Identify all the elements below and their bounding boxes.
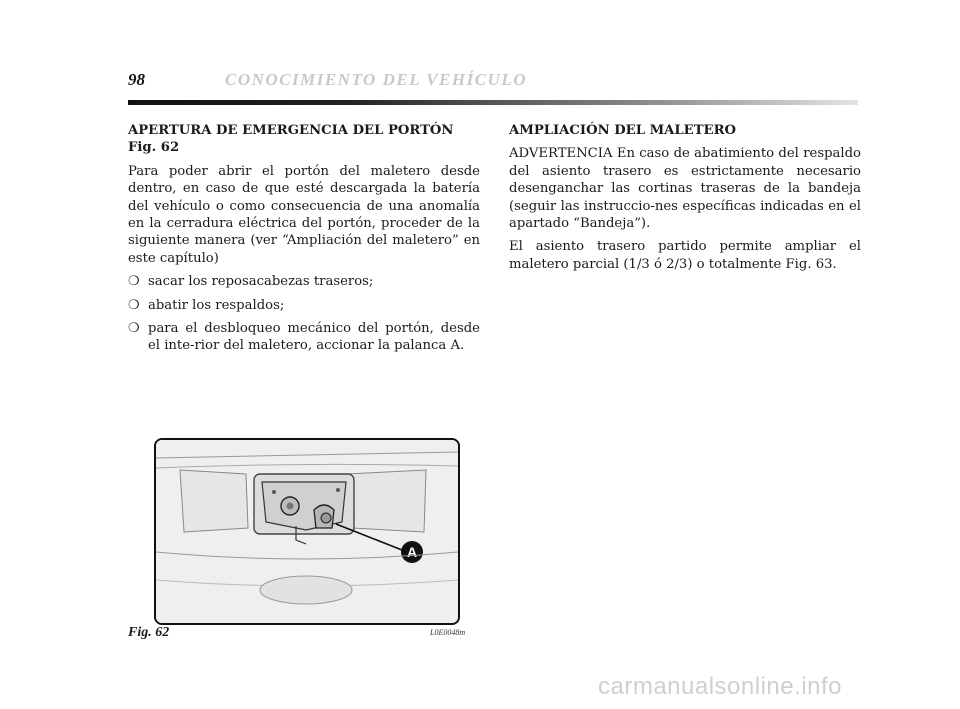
bullet-icon: ❍ bbox=[128, 274, 140, 290]
figure-caption: Fig. 62 bbox=[128, 625, 170, 640]
warning-paragraph: ADVERTENCIA En caso de abatimiento del respaldo del asiento trasero es estrictamente necesario desenganchar las cortinas traseras de la bandeja (seguir las instruccio-nes específicas indicadas en el apartado “Bandeja”). bbox=[509, 146, 861, 232]
heading-line-2: Fig. 62 bbox=[128, 140, 180, 156]
figure-code: L0E0048m bbox=[430, 628, 466, 637]
list-item-text: abatir los respaldos; bbox=[148, 297, 285, 313]
intro-paragraph: Para poder abrir el portón del maletero desde dentro, en caso de que esté descargada la batería del vehículo o como consecuencia de una anomalía en la cerradura eléctrica del portón, proceder de la siguiente manera (ver “Ampliación del maletero” en este capítulo) bbox=[128, 163, 480, 266]
list-item bbox=[128, 320, 480, 355]
list-item-text: sacar los reposacabezas traseros; bbox=[148, 274, 374, 290]
tailgate-latch-drawing bbox=[156, 440, 458, 623]
list-item-text: para el desbloqueo mecánico del portón, desde el inte-rior del maletero, accionar la palanca A. bbox=[148, 321, 480, 354]
right-column bbox=[509, 122, 861, 279]
header-rule bbox=[128, 100, 858, 105]
steps-list bbox=[128, 273, 480, 355]
figure-62-illustration bbox=[154, 438, 460, 625]
bullet-icon: ❍ bbox=[128, 321, 140, 337]
list-item bbox=[128, 273, 480, 290]
running-title: CONOCIMIENTO DEL VEHÍCULO bbox=[225, 70, 527, 89]
seat-paragraph: El asiento trasero partido permite ampliar el maletero parcial (1/3 ó 2/3) o totalmente Fig. 63. bbox=[509, 239, 861, 272]
bullet-icon: ❍ bbox=[128, 297, 140, 313]
page-number: 98 bbox=[128, 70, 145, 89]
section-heading-emergency bbox=[128, 122, 480, 157]
section-heading-trunk: AMPLIACIÓN DEL MALETERO bbox=[509, 123, 737, 138]
left-column bbox=[128, 122, 480, 361]
list-item bbox=[128, 297, 480, 314]
heading-line-1: APERTURA DE EMERGENCIA DEL PORTÓN bbox=[128, 123, 454, 138]
watermark-logo: carmanualsonline.info bbox=[598, 673, 842, 700]
callout-a-label: A bbox=[406, 544, 418, 560]
